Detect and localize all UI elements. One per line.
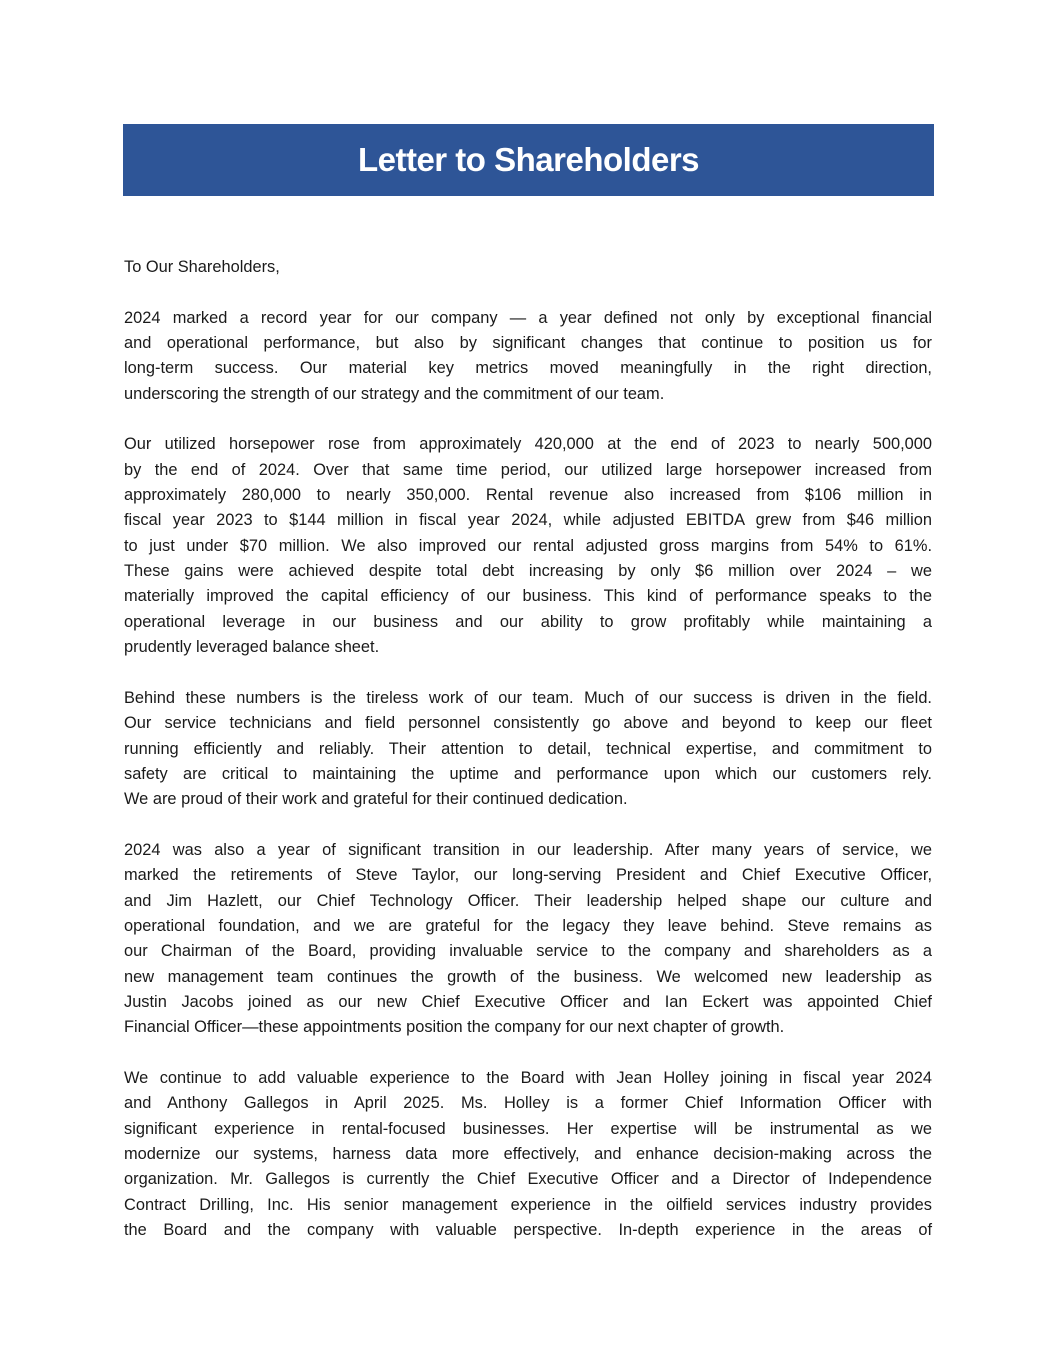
text-line: marked the retirements of Steve Taylor, our long-serving President and Chief Executive Officer, (124, 866, 932, 885)
text-line: and Jim Hazlett, our Chief Technology Officer. Their leadership helped shape our culture and (124, 891, 932, 910)
text-line: These gains were achieved despite total debt increasing by only $6 million over 2024 – we (124, 562, 932, 581)
text-line: modernize our systems, harness data more effectively, and enhance decision-making across the (124, 1145, 932, 1164)
paragraph (124, 838, 932, 1041)
text-line: We continue to add valuable experience to the Board with Jean Holley joining in fiscal year 2024 (124, 1069, 932, 1087)
text-line: Our utilized horsepower rose from approximately 420,000 at the end of 2023 to nearly 500,000 (124, 435, 932, 454)
text-line: Contract Drilling, Inc. His senior management experience in the oilfield services industry provides (124, 1195, 932, 1214)
text-line: materially improved the capital efficiency of our business. This kind of performance speaks to the (124, 587, 932, 606)
paragraph (124, 306, 932, 407)
text-line: To Our Shareholders, (124, 258, 280, 276)
text-line: safety are critical to maintaining the uptime and performance upon which our customers rely. (124, 764, 932, 783)
text-line: approximately 280,000 to nearly 350,000. Rental revenue also increased from $106 million in (124, 486, 932, 505)
text-line: our Chairman of the Board, providing invaluable service to the company and shareholders as a (124, 942, 932, 961)
title-banner (123, 124, 934, 196)
text-line: and operational performance, but also by significant changes that continue to position us for (124, 334, 932, 353)
text-line: the Board and the company with valuable perspective. In-depth experience in the areas of (124, 1221, 932, 1240)
text-line: organization. Mr. Gallegos is currently the Chief Executive Officer and a Director of Independence (124, 1170, 932, 1189)
text-line: underscoring the strength of our strategy and the commitment of our team. (124, 384, 665, 403)
text-line: operational leverage in our business and our ability to grow profitably while maintaining a (124, 612, 932, 631)
text-line: Financial Officer—these appointments position the company for our next chapter of growth. (124, 1018, 785, 1037)
page-title: Letter to Shareholders (357, 141, 700, 178)
text-line: fiscal year 2023 to $144 million in fiscal year 2024, while adjusted EBITDA grew from $46 million (124, 511, 932, 530)
text-line: prudently leveraged balance sheet. (124, 638, 380, 657)
text-line: 2024 was also a year of significant transition in our leadership. After many years of service, we (124, 840, 932, 859)
text-line: to just under $70 million. We also improved our rental adjusted gross margins from 54% to 61%. (124, 536, 932, 555)
text-line: operational foundation, and we are grateful for the legacy they leave behind. Steve remains as (124, 916, 932, 935)
text-line: 2024 marked a record year for our company — a year defined not only by exceptional financial (124, 308, 932, 327)
text-line: We are proud of their work and grateful for their continued dedication. (124, 790, 628, 809)
text-line: long-term success. Our material key metrics moved meaningfully in the right direction, (124, 359, 932, 378)
text-line: new management team continues the growth of the business. We welcomed new leadership as (124, 967, 932, 986)
letter-body (124, 255, 932, 1269)
paragraph (124, 432, 932, 660)
text-line: Justin Jacobs joined as our new Chief Executive Officer and Ian Eckert was appointed Chief (124, 992, 932, 1011)
paragraph (124, 686, 932, 813)
text-line: by the end of 2024. Over that same time period, our utilized large horsepower increased from (124, 460, 932, 479)
text-line: significant experience in rental-focused businesses. Her expertise will be instrumental as we (124, 1119, 932, 1138)
text-line: Behind these numbers is the tireless work of our team. Much of our success is driven in the field. (124, 688, 932, 707)
paragraph (124, 1066, 932, 1243)
text-line: and Anthony Gallegos in April 2025. Ms. Holley is a former Chief Information Officer with (124, 1094, 932, 1113)
text-line: Our service technicians and field personnel consistently go above and beyond to keep our fleet (124, 714, 932, 733)
text-line: running efficiently and reliably. Their attention to detail, technical expertise, and commitment to (124, 739, 932, 758)
salutation (124, 255, 932, 280)
